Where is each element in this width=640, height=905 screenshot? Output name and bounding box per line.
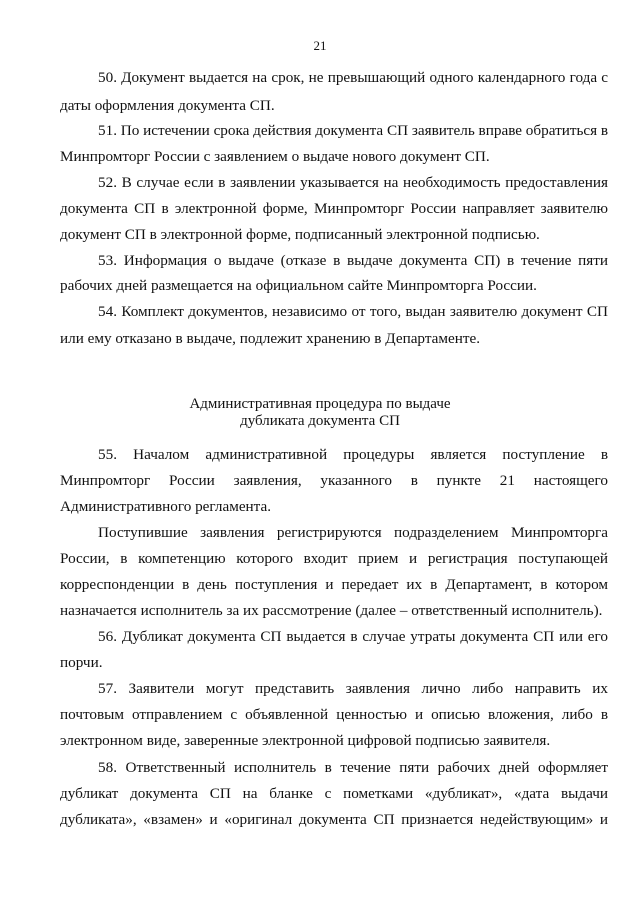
paragraph-57-line-2: почтовым отправлением с объявленной ценностью и описью вложения, либо в [60, 706, 608, 723]
paragraph-54-line-1: 54. Комплект документов, независимо от того, выдан заявителю документ СП [98, 303, 608, 320]
paragraph-55-line-1: 55. Началом административной процедуры является поступление в [98, 446, 608, 463]
section-heading-line-2: дубликата документа СП [240, 413, 400, 429]
paragraph-58-line-3: дубликата», «взамен» и «оригинал документа СП признается недействующим» и [60, 811, 608, 828]
paragraph-52-line-1: 52. В случае если в заявлении указывается на необходимость предоставления [98, 174, 608, 191]
paragraph-54-line-2: или ему отказано в выдаче, подлежит хранению в Департаменте. [60, 330, 481, 347]
paragraph-57-line-1: 57. Заявители могут представить заявления лично либо направить их [98, 680, 608, 697]
paragraph-57-line-3: электронном виде, заверенные электронной цифровой подписью заявителя. [60, 732, 551, 749]
paragraph-58-line-1: 58. Ответственный исполнитель в течение пяти рабочих дней оформляет [98, 759, 608, 776]
page-number: 21 [313, 38, 327, 53]
paragraph-56-line-2: порчи. [60, 654, 103, 671]
paragraph-53-line-2: рабочих дней размещается на официальном сайте Минпромторга России. [60, 277, 537, 294]
paragraph-56-line-1: 56. Дубликат документа СП выдается в случае утраты документа СП или его [98, 628, 608, 645]
paragraph-55b-line-4: назначается исполнитель за их рассмотрение (далее – ответственный исполнитель). [60, 602, 603, 619]
paragraph-51-line-1: 51. По истечении срока действия документа СП заявитель вправе обратиться в [98, 122, 609, 139]
paragraph-55-line-3: Административного регламента. [60, 498, 272, 515]
paragraph-52-line-2: документа СП в электронной форме, Минпромторг России направляет заявителю [60, 200, 608, 217]
paragraph-52-line-3: документ СП в электронной форме, подписанный электронной подписью. [60, 226, 540, 243]
paragraph-55b-line-3: корреспонденции в день поступления и передает их в Департамент, в котором [60, 576, 608, 593]
paragraph-55b-line-1: Поступившие заявления регистрируются подразделением Минпромторга [98, 524, 608, 541]
paragraph-50-line-1: 50. Документ выдается на срок, не превышающий одного календарного года с [98, 69, 608, 86]
paragraph-58-line-2: дубликат документа СП на бланке с пометками «дубликат», «дата выдачи [60, 785, 608, 802]
section-heading-line-1: Административная процедура по выдаче [189, 396, 451, 412]
paragraph-53-line-1: 53. Информация о выдаче (отказе в выдаче документа СП) в течение пяти [98, 252, 608, 269]
paragraph-51-line-2: Минпромторг России с заявлением о выдаче нового документ СП. [60, 148, 490, 165]
paragraph-55-line-2: Минпромторг России заявления, указанного в пункте 21 настоящего [60, 472, 608, 489]
paragraph-55b-line-2: России, в компетенцию которого входит прием и регистрация поступающей [60, 550, 608, 567]
paragraph-50-line-2: даты оформления документа СП. [60, 97, 275, 114]
